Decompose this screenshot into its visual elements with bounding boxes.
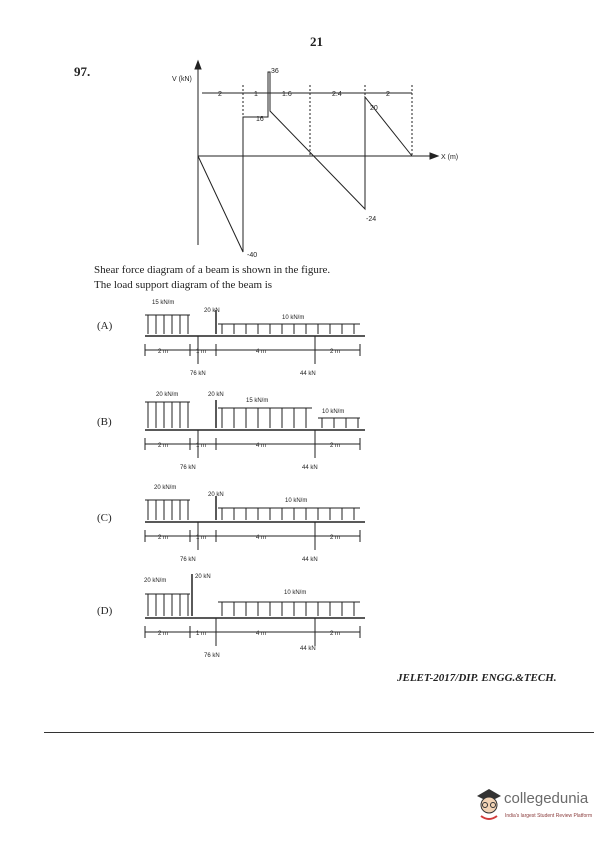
option-label: (D) bbox=[97, 605, 113, 617]
option-d-diagram bbox=[140, 570, 380, 662]
shear-curve bbox=[198, 72, 412, 252]
shear-force-diagram bbox=[150, 55, 470, 265]
shear-value: 20 bbox=[370, 105, 378, 112]
dim-label: 2 m bbox=[330, 535, 341, 541]
dim-label: 2 m bbox=[158, 535, 169, 541]
option-label: (B) bbox=[97, 416, 112, 428]
reaction-label: 76 kN bbox=[190, 371, 206, 377]
dim-label: 2 m bbox=[330, 631, 341, 637]
page-number: 21 bbox=[310, 34, 323, 49]
udl-label: 10 kN/m bbox=[322, 409, 345, 415]
dim-label: 4 m bbox=[256, 443, 267, 449]
point-load-label: 20 kN bbox=[208, 392, 224, 398]
dim-label: 2 m bbox=[158, 443, 169, 449]
dim-label: 1 m bbox=[196, 349, 207, 355]
dim-label: 2 bbox=[218, 91, 222, 98]
udl-label: 10 kN/m bbox=[284, 590, 307, 596]
udl-label: 10 kN/m bbox=[282, 315, 305, 321]
option-b-diagram bbox=[140, 388, 380, 474]
dim-label: 4 m bbox=[256, 535, 267, 541]
udl-label: 20 kN/m bbox=[154, 485, 177, 491]
option-a-diagram bbox=[140, 298, 380, 380]
dim-label: 2 m bbox=[330, 349, 341, 355]
dim-label: 1 m bbox=[196, 535, 207, 541]
dim-label: 1.6 bbox=[282, 91, 292, 98]
option-label: (A) bbox=[97, 320, 113, 332]
dim-label: 2 m bbox=[158, 631, 169, 637]
dim-label: 2 m bbox=[158, 349, 169, 355]
reaction-label: 76 kN bbox=[204, 653, 220, 659]
dim-label: 4 m bbox=[256, 631, 267, 637]
x-axis-label: X (m) bbox=[441, 154, 459, 161]
exam-footer: JELET-2017/DIP. ENGG.&TECH. bbox=[397, 672, 557, 684]
shear-value: -24 bbox=[366, 216, 377, 223]
point-load-label: 20 kN bbox=[204, 308, 220, 314]
dim-label: 1 bbox=[254, 91, 258, 98]
reaction-label: 44 kN bbox=[302, 465, 318, 471]
collegedunia-mascot-icon bbox=[474, 786, 504, 822]
dim-label: 1 m bbox=[196, 443, 207, 449]
v-axis-label: V (kN) bbox=[172, 76, 192, 83]
dim-label: 2 m bbox=[330, 443, 341, 449]
udl-label: 10 kN/m bbox=[285, 498, 308, 504]
x-axis-arrow bbox=[430, 153, 438, 159]
shear-value: 16 bbox=[256, 116, 264, 123]
question-text: The load support diagram of the beam is bbox=[94, 279, 273, 291]
reaction-label: 76 kN bbox=[180, 557, 196, 563]
question-number: 97. bbox=[74, 64, 91, 79]
divider bbox=[44, 732, 594, 733]
dim-label: 4 m bbox=[256, 349, 267, 355]
dim-label: 2 bbox=[386, 91, 390, 98]
shear-value: -40 bbox=[247, 252, 258, 259]
udl-label: 15 kN/m bbox=[246, 398, 269, 404]
udl-label: 15 kN/m bbox=[152, 300, 175, 306]
question-text: Shear force diagram of a beam is shown in the figure. bbox=[94, 264, 331, 276]
udl-label: 20 kN/m bbox=[156, 392, 179, 398]
udl-label: 20 kN/m bbox=[144, 578, 167, 584]
point-load-label: 20 kN bbox=[195, 574, 211, 580]
logo-tagline: India's largest Student Review Platform bbox=[505, 813, 593, 819]
v-axis-arrow bbox=[195, 61, 201, 69]
reaction-label: 44 kN bbox=[302, 557, 318, 563]
dim-label: 1 m bbox=[196, 631, 207, 637]
reaction-label: 44 kN bbox=[300, 646, 316, 652]
reaction-label: 44 kN bbox=[300, 371, 316, 377]
point-load-label: 20 kN bbox=[208, 492, 224, 498]
dim-label: 2.4 bbox=[332, 91, 342, 98]
option-label: (C) bbox=[97, 512, 112, 524]
reaction-label: 76 kN bbox=[180, 465, 196, 471]
shear-value: 36 bbox=[271, 68, 279, 75]
option-c-diagram bbox=[140, 480, 380, 566]
logo-wordmark: collegedunia bbox=[504, 790, 589, 807]
